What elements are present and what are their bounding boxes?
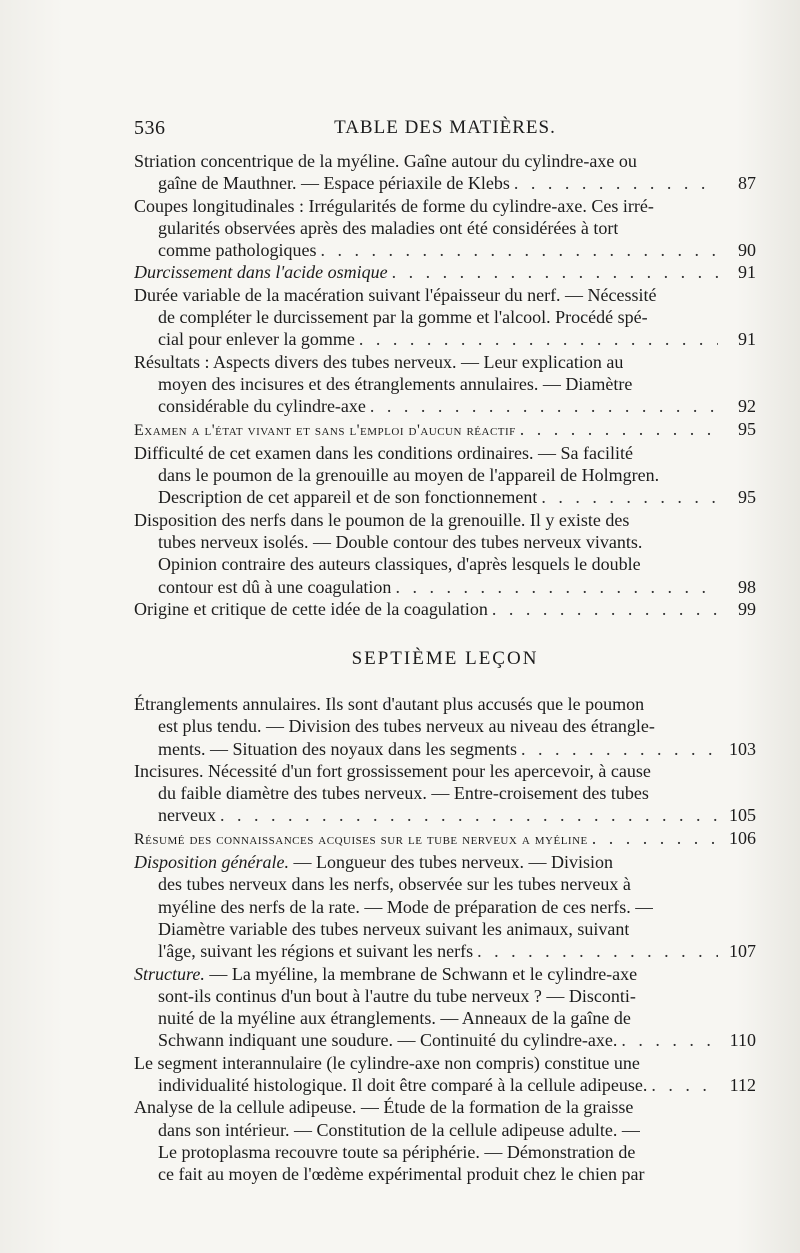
toc-entry-text: Le segment interannulaire (le cylindre-axe non compris) constitue une [134, 1052, 640, 1073]
toc-page-number: 103 [729, 738, 756, 759]
toc-page-number: 112 [729, 1075, 756, 1096]
toc-page-number: 87 [738, 173, 756, 194]
toc-entry-text: cial pour enlever la gomme [158, 329, 355, 350]
toc-page-number: 92 [738, 396, 756, 417]
toc-entry-line [134, 1007, 756, 1029]
toc-entry-line [134, 509, 756, 531]
page-header [134, 117, 756, 141]
toc-entry-line [134, 804, 756, 826]
leader-dots [395, 576, 718, 598]
toc-entry-line [134, 1074, 756, 1096]
leader-dots [621, 1029, 718, 1051]
toc-entry-line [134, 827, 756, 851]
toc-page-number: 95 [738, 418, 756, 439]
toc-entry-text: comme pathologiques [158, 240, 317, 261]
toc-entry-line [134, 464, 756, 486]
toc-entry-text: Disposition des nerfs dans le poumon de la grenouille. Il y existe des [134, 509, 630, 530]
page-number: 536 [134, 117, 166, 139]
toc-entry-line [134, 985, 756, 1007]
toc-entry-text: contour est dû à une coagulation [158, 576, 392, 597]
toc-entry-text: Coupes longitudinales : Irrégularités de forme du cylindre-axe. Ces irré- [134, 195, 654, 216]
toc-entry-text: Striation concentrique de la myéline. Gaîne autour du cylindre-axe ou [134, 151, 637, 171]
leader-dots [370, 395, 718, 417]
toc-page-number: 105 [729, 805, 756, 826]
toc-entry [134, 598, 756, 620]
toc-entry-text: Incisures. Nécessité d'un fort grossissement pour les apercevoir, à cause [134, 760, 651, 781]
toc-page-number: 90 [738, 240, 756, 261]
toc-entry-text: Étranglements annulaires. Ils sont d'autant plus accusés que le poumon [134, 694, 645, 714]
leader-dots [514, 172, 718, 194]
toc-entry-text: Résumé des connaissances acquises sur le tube nerveux a myéline [134, 830, 588, 848]
toc-entry [134, 1096, 756, 1185]
toc-entry-text: nuité de la myéline aux étranglements. — Anneaux de la gaîne de [158, 1008, 631, 1029]
toc-entry-line [134, 284, 756, 306]
toc-entry-text: Examen a l'état vivant et sans l'emploi d'aucun réactif [134, 421, 516, 439]
toc-entry [134, 284, 756, 351]
toc-entry-lead: Disposition générale. [134, 852, 289, 873]
toc-entry-text: nerveux [158, 805, 216, 826]
toc-entry-text: des tubes nerveux dans les nerfs, observée sur les tubes nerveux à [158, 874, 631, 895]
toc-entry [134, 509, 756, 598]
toc-entry [134, 1052, 756, 1097]
toc-entry-text: Diamètre variable des tubes nerveux suivant les animaux, suivant [158, 918, 630, 939]
toc-entry-lead: Structure. [134, 963, 205, 984]
leader-dots [477, 940, 718, 962]
leader-dots [359, 328, 718, 350]
leader-dots [320, 239, 718, 261]
leader-dots [220, 804, 718, 826]
toc-entry-rest: — La myéline, la membrane de Schwann et le cylindre-axe [204, 963, 638, 984]
toc-entry-line [134, 918, 756, 940]
toc-page-number: 106 [729, 827, 756, 848]
toc-entry-line [134, 940, 756, 962]
toc-entry-line [134, 1119, 756, 1141]
toc-entry [134, 760, 756, 827]
toc-page-number: 98 [738, 576, 756, 597]
toc-entry-text [134, 963, 637, 985]
toc-page-number: 110 [729, 1030, 756, 1051]
toc-entry-text: dans le poumon de la grenouille au moyen de l'appareil de Holmgren. [158, 465, 660, 486]
toc-entry-text: l'âge, suivant les régions et suivant les nerfs [158, 941, 474, 962]
leader-dots [520, 418, 718, 440]
toc-entry-text: du faible diamètre des tubes nerveux. — Entre-croisement des tubes [158, 783, 649, 804]
toc-entry-text: est plus tendu. — Division des tubes nerveux au niveau des étrangle- [158, 716, 655, 737]
toc-entry-text: Opinion contraire des auteurs classiques, d'après lesquels le double [158, 554, 641, 575]
toc-entry-text: dans son intérieur. — Constitution de la cellule adipeuse adulte. — [158, 1119, 640, 1140]
toc-entry [134, 195, 756, 262]
toc-entry-line [134, 1096, 756, 1118]
toc-entry-text: individualité histologique. Il doit être comparé à la cellule adipeuse. [158, 1075, 648, 1096]
leader-dots [521, 738, 718, 760]
leader-dots [592, 827, 718, 849]
toc-entry-line [134, 418, 756, 442]
toc-entry-line [134, 442, 756, 464]
toc-entry-line [134, 1052, 756, 1074]
toc-entry-line [134, 351, 756, 373]
toc-entry-text: Durée variable de la macération suivant l'épaisseur du nerf. — Nécessité [134, 284, 657, 305]
toc-page-number: 99 [738, 598, 756, 619]
toc-entry [134, 150, 756, 195]
toc-entry-line [134, 693, 756, 715]
toc-entry-line [134, 306, 756, 328]
toc-page-number: 107 [729, 941, 756, 962]
toc-entry-line [134, 1163, 756, 1185]
toc-entry-line [134, 896, 756, 918]
toc-page-number: 91 [738, 329, 756, 350]
toc-entry-text: Difficulté de cet examen dans les conditions ordinaires. — Sa facilité [134, 442, 634, 463]
leader-dots [392, 261, 718, 283]
toc-page-number: 91 [738, 262, 756, 283]
toc-entry-line [134, 486, 756, 508]
toc-entry [134, 351, 756, 418]
toc-entry-line [134, 373, 756, 395]
toc-entry-line [134, 553, 756, 575]
toc-entry [134, 442, 756, 509]
toc-entry [134, 261, 756, 283]
section-heading: SEPTIÈME LEÇON [351, 648, 539, 669]
toc-entry-text: ments. — Situation des noyaux dans les segments [158, 738, 517, 759]
leader-dots [651, 1074, 718, 1096]
toc-entry-text: Durcissement dans l'acide osmique [134, 262, 388, 283]
toc-entry-text: Origine et critique de cette idée de la coagulation [134, 598, 488, 619]
toc-entry-line [134, 598, 756, 620]
leader-dots [541, 486, 718, 508]
toc-entry-line [134, 873, 756, 895]
toc-entry-line [134, 963, 756, 985]
toc-entry-text: Analyse de la cellule adipeuse. — Étude de la formation de la graisse [134, 1097, 634, 1118]
toc-entry-text: gaîne de Mauthner. — Espace périaxile de Klebs [158, 173, 510, 194]
toc-entry [134, 693, 756, 760]
toc-entry-line [134, 328, 756, 350]
toc-entry-text [134, 851, 613, 873]
toc-entry-text: de compléter le durcissement par la gomme et l'alcool. Procédé spé- [158, 307, 648, 328]
toc-entry [134, 827, 756, 851]
leader-dots [492, 598, 718, 620]
toc-entry-text: Description de cet appareil et de son fonctionnement [158, 487, 538, 508]
toc-entry-line [134, 261, 756, 283]
toc-entry-line [134, 576, 756, 598]
running-title: TABLE DES MATIÈRES. [334, 117, 556, 138]
toc-entries-top [134, 150, 756, 620]
toc-entry-text: moyen des incisures et des étranglements annulaires. — Diamètre [158, 373, 633, 394]
toc-entry [134, 963, 756, 1052]
toc-entry-line [134, 851, 756, 873]
toc-entry-line [134, 172, 756, 194]
toc-entry-text: tubes nerveux isolés. — Double contour des tubes nerveux vivants. [158, 532, 643, 553]
toc-entry-line [134, 715, 756, 737]
toc-page-number: 95 [738, 487, 756, 508]
toc-entry-text: Schwann indiquant une soudure. — Continuité du cylindre-axe. [158, 1030, 618, 1051]
toc-entry-line [134, 782, 756, 804]
toc-entry-text: Le protoplasma recouvre toute sa périphérie. — Démonstration de [158, 1141, 636, 1162]
toc-entry-line [134, 395, 756, 417]
toc-entry-text: myéline des nerfs de la rate. — Mode de préparation de ces nerfs. — [158, 896, 654, 917]
toc-entry-text: Résultats : Aspects divers des tubes nerveux. — Leur explication au [134, 351, 624, 372]
toc-entry-text: sont-ils continus d'un bout à l'autre du tube nerveux ? — Disconti- [158, 985, 636, 1006]
toc-entry-line [134, 150, 756, 172]
toc-entries-bottom [134, 693, 756, 1186]
toc-entry-text: considérable du cylindre-axe [158, 396, 366, 417]
toc-entry-line [134, 239, 756, 261]
toc-entry-line [134, 738, 756, 760]
toc-entry-text: ce fait au moyen de l'œdème expérimental produit chez le chien par [158, 1164, 645, 1185]
toc-entry-line [134, 531, 756, 553]
toc-entry [134, 418, 756, 442]
toc-entry-line [134, 1141, 756, 1163]
toc-entry [134, 851, 756, 962]
toc-entry-text: gularités observées après des maladies ont été considérées à tort [158, 217, 619, 238]
toc-entry-line [134, 195, 756, 217]
toc-entry-line [134, 760, 756, 782]
toc-entry-line [134, 1029, 756, 1051]
toc-entry-line [134, 217, 756, 239]
toc-entry-rest: — Longueur des tubes nerveux. — Division [289, 852, 613, 873]
